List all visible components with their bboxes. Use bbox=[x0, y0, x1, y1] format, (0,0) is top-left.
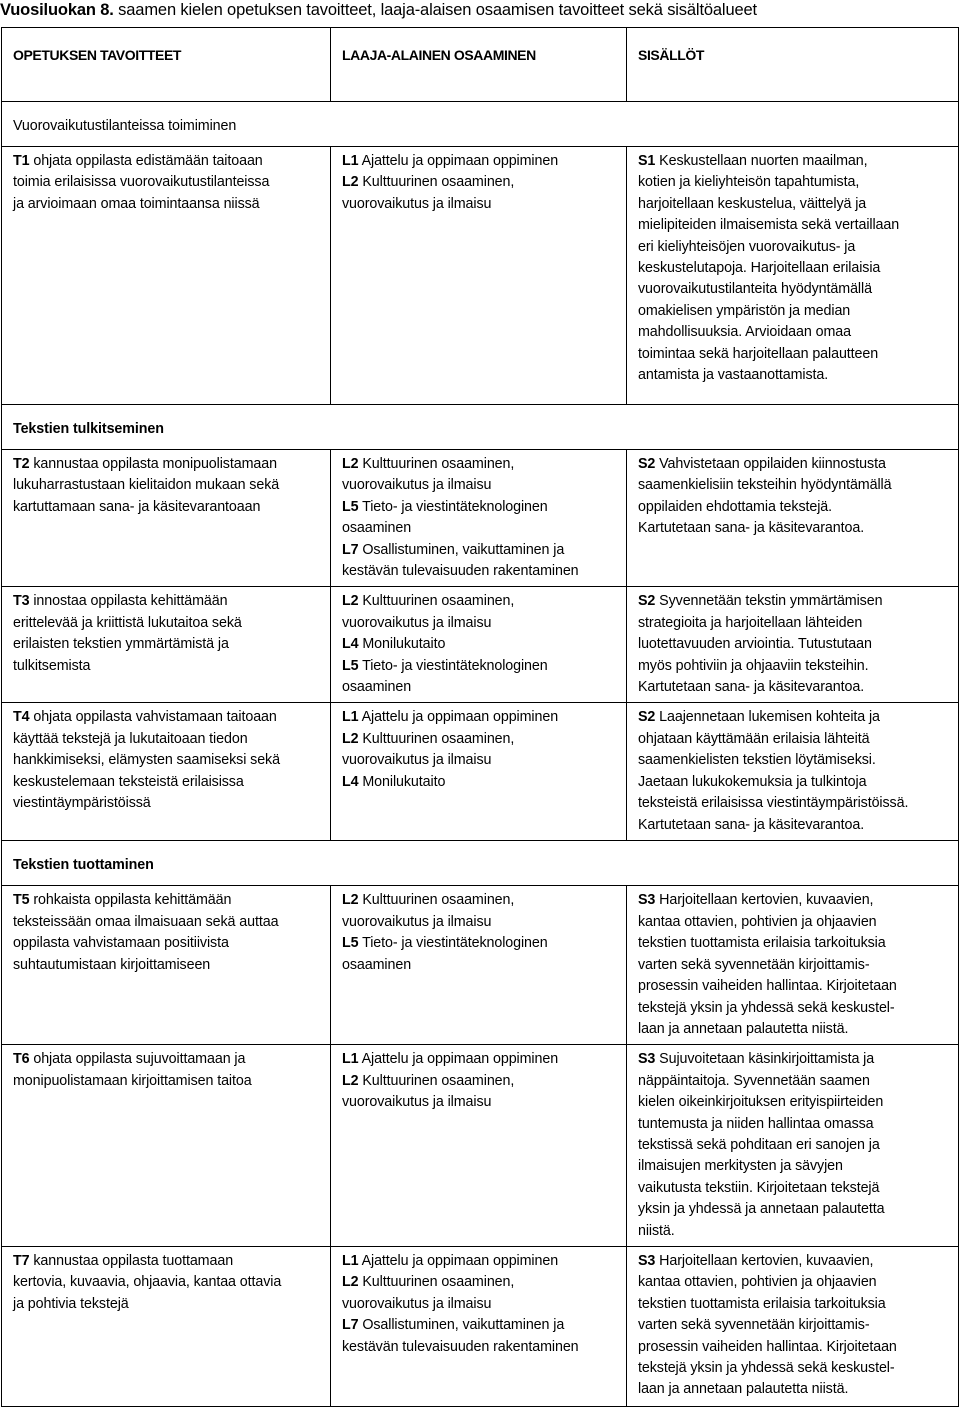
line-text: vuorovaikutus ja ilmaisu bbox=[342, 614, 492, 631]
line-text: rohkaista oppilasta kehittämään bbox=[29, 892, 232, 909]
line-code: T5 bbox=[13, 892, 30, 909]
table-row bbox=[2, 1246, 959, 1406]
line-text: Harjoitellaan kertovien, kuvaavien, bbox=[655, 892, 874, 909]
line-text: kantaa ottavien, pohtivien ja ohjaavien bbox=[638, 913, 877, 930]
line-code: L2 bbox=[342, 593, 359, 610]
cell-line bbox=[13, 194, 322, 215]
line-text: tekstien tuottamista erilaisia tarkoituksia bbox=[638, 935, 886, 952]
table-row bbox=[2, 703, 959, 841]
competence-cell bbox=[331, 1045, 627, 1247]
cell-line bbox=[13, 750, 322, 771]
line-code: L2 bbox=[342, 730, 359, 747]
cell-line bbox=[342, 772, 618, 793]
cell-line bbox=[342, 955, 618, 976]
section-title-text: Vuorovaikutustilanteissa toimiminen bbox=[13, 118, 237, 134]
line-text: Laajennetaan lukemisen kohteita ja bbox=[655, 709, 880, 726]
cell-line bbox=[13, 591, 322, 612]
line-code: L2 bbox=[342, 892, 359, 909]
line-text: oppilasta vahvistamaan positiivista bbox=[13, 935, 229, 952]
cell-line bbox=[638, 815, 950, 836]
line-text: harjoitellaan keskustelua, väittelyä ja bbox=[638, 195, 867, 212]
line-text: prosessin vaiheiden hallintaa. Kirjoitetaan bbox=[638, 978, 897, 995]
line-text: erilaisten tekstien ymmärtämistä ja bbox=[13, 636, 229, 653]
line-text: toimia erilaisissa vuorovaikutustilanteissa bbox=[13, 174, 270, 191]
line-text: antamista ja vastaanottamista. bbox=[638, 367, 829, 384]
cell-line bbox=[638, 976, 950, 997]
line-code: L4 bbox=[342, 773, 359, 790]
cell-line bbox=[638, 454, 950, 475]
cell-line bbox=[342, 1251, 618, 1272]
cell-line bbox=[13, 729, 322, 750]
line-code: S2 bbox=[638, 593, 656, 610]
line-text: Ajattelu ja oppimaan oppiminen bbox=[358, 709, 559, 726]
line-code: L7 bbox=[342, 541, 359, 558]
cell-line bbox=[13, 172, 322, 193]
section-row bbox=[2, 102, 959, 147]
cell-line bbox=[638, 1251, 950, 1272]
line-code: L7 bbox=[342, 1317, 359, 1334]
line-text: Syvennetään tekstin ymmärtämisen bbox=[655, 593, 883, 610]
line-text: Vahvistetaan oppilaiden kiinnostusta bbox=[655, 456, 886, 472]
cell-line bbox=[638, 933, 950, 954]
cell-line bbox=[638, 912, 950, 933]
line-text: prosessin vaiheiden hallintaa. Kirjoitetaan bbox=[638, 1338, 897, 1355]
cell-line bbox=[638, 955, 950, 976]
cell-line bbox=[13, 772, 322, 793]
cell-line bbox=[638, 656, 950, 677]
line-text: teksteissään omaa ilmaisuaan sekä auttaa bbox=[13, 913, 279, 930]
cell-line bbox=[342, 1315, 618, 1336]
line-code: L2 bbox=[342, 174, 359, 191]
content-cell bbox=[627, 450, 959, 587]
cell-line bbox=[13, 955, 322, 976]
line-text: kestävän tulevaisuuden rakentaminen bbox=[342, 1338, 579, 1355]
table-row bbox=[2, 886, 959, 1045]
line-text: kielen oikeinkirjoituksen erityispiirteiden bbox=[638, 1094, 884, 1111]
cell-line bbox=[638, 1114, 950, 1135]
cell-line bbox=[342, 1272, 618, 1293]
cell-line bbox=[638, 279, 950, 300]
cell-line bbox=[638, 634, 950, 655]
line-text: vuorovaikutus ja ilmaisu bbox=[342, 477, 492, 494]
line-text: laan ja annetaan palautetta niistä. bbox=[638, 1381, 849, 1398]
line-text: ja arvioimaan omaa toimintaansa niissä bbox=[13, 195, 260, 212]
cell-line bbox=[638, 518, 950, 539]
line-text: Monilukutaito bbox=[358, 773, 446, 790]
line-text: osaaminen bbox=[342, 956, 412, 973]
line-text: ohjata oppilasta edistämään taitoaan bbox=[29, 153, 263, 169]
line-text: luotettavuuden arviointia. Tutustutaan bbox=[638, 636, 872, 653]
line-text: Kulttuurinen osaaminen, bbox=[358, 1274, 515, 1291]
cell-line bbox=[342, 750, 618, 771]
line-text: keskustelutapoja. Harjoitellaan erilaisia bbox=[638, 260, 881, 277]
cell-line bbox=[342, 151, 618, 172]
cell-line bbox=[13, 151, 322, 172]
cell-line bbox=[638, 1199, 950, 1220]
cell-line bbox=[13, 1294, 322, 1315]
line-text: osaaminen bbox=[342, 679, 412, 696]
line-text: varten sekä syvennetään kirjoittamis- bbox=[638, 1317, 870, 1334]
line-text: hankkimiseksi, elämysten saamiseksi sekä bbox=[13, 752, 280, 769]
line-text: kotien ja kieliyhteisön tapahtumista, bbox=[638, 174, 860, 191]
line-text: toimintaa sekä harjoitellaan palautteen bbox=[638, 345, 879, 362]
content-cell bbox=[627, 703, 959, 841]
cell-line bbox=[342, 613, 618, 634]
line-text: Tieto- ja viestintäteknologinen bbox=[358, 935, 548, 952]
line-text: Kulttuurinen osaaminen, bbox=[358, 730, 515, 747]
line-code: S2 bbox=[638, 456, 656, 472]
section-row bbox=[2, 841, 959, 886]
line-text: Keskustellaan nuorten maailman, bbox=[655, 153, 868, 169]
line-text: Monilukutaito bbox=[358, 636, 446, 653]
line-text: myös pohtiviin ja ohjaaviin teksteihin. bbox=[638, 657, 869, 674]
line-text: Kulttuurinen osaaminen, bbox=[358, 892, 515, 909]
line-code: T7 bbox=[13, 1252, 30, 1269]
cell-line bbox=[13, 497, 322, 518]
line-code: L4 bbox=[342, 636, 359, 653]
cell-line bbox=[342, 1049, 618, 1070]
line-text: Kulttuurinen osaaminen, bbox=[358, 1072, 515, 1089]
cell-line bbox=[638, 1294, 950, 1315]
cell-line bbox=[638, 729, 950, 750]
content-cell bbox=[627, 1045, 959, 1247]
line-text: tekstien tuottamista erilaisia tarkoituksia bbox=[638, 1295, 886, 1312]
line-code: T1 bbox=[13, 153, 30, 169]
cell-line bbox=[342, 729, 618, 750]
table-row bbox=[2, 450, 959, 587]
cell-line bbox=[13, 890, 322, 911]
cell-line bbox=[638, 194, 950, 215]
line-code: L2 bbox=[342, 1274, 359, 1291]
line-text: lukuharrastustaan kielitaidon mukaan sekä bbox=[13, 477, 280, 494]
line-text: viestintäympäristöissä bbox=[13, 795, 151, 812]
line-text: Osallistuminen, vaikuttaminen ja bbox=[358, 541, 565, 558]
cell-line bbox=[638, 998, 950, 1019]
line-text: kestävän tulevaisuuden rakentaminen bbox=[342, 563, 579, 580]
line-text: saamenkielisten tekstien löytämiseksi. bbox=[638, 752, 876, 769]
line-text: mielipiteiden ilmaisemista sekä vertaillaan bbox=[638, 217, 900, 234]
line-text: niistä. bbox=[638, 1222, 675, 1239]
goal-cell bbox=[2, 587, 331, 703]
line-text: eri kieliyhteisöjen vuorovaikutus- ja bbox=[638, 238, 856, 255]
header-contents: SISÄLLÖT bbox=[627, 28, 959, 102]
line-code: T4 bbox=[13, 709, 30, 726]
line-text: ilmaisujen merkitysten ja sävyjen bbox=[638, 1158, 843, 1175]
line-text: Ajattelu ja oppimaan oppiminen bbox=[358, 1051, 559, 1068]
cell-line bbox=[638, 1049, 950, 1070]
cell-line bbox=[638, 237, 950, 258]
line-text: teksteistä erilaisissa viestintäympäristöissä. bbox=[638, 795, 909, 812]
cell-line bbox=[638, 1071, 950, 1092]
cell-line bbox=[13, 1049, 322, 1070]
cell-line bbox=[342, 890, 618, 911]
cell-line bbox=[13, 656, 322, 677]
line-text: innostaa oppilasta kehittämään bbox=[29, 593, 228, 610]
cell-line bbox=[13, 793, 322, 814]
line-text: Kulttuurinen osaaminen, bbox=[358, 174, 515, 191]
line-text: keskustelemaan teksteistä erilaisissa bbox=[13, 773, 244, 790]
section-row bbox=[2, 405, 959, 450]
line-code: L1 bbox=[342, 709, 359, 726]
line-code: S3 bbox=[638, 892, 656, 909]
cell-line bbox=[342, 518, 618, 539]
line-text: suhtautumistaan kirjoittamiseen bbox=[13, 956, 211, 973]
cell-line bbox=[638, 1178, 950, 1199]
line-text: Harjoitellaan kertovien, kuvaavien, bbox=[655, 1252, 874, 1269]
cell-line bbox=[638, 613, 950, 634]
cell-line bbox=[13, 1272, 322, 1293]
line-text: Tieto- ja viestintäteknologinen bbox=[358, 498, 548, 515]
line-text: ohjata oppilasta vahvistamaan taitoaan bbox=[29, 709, 277, 726]
line-text: vuorovaikutus ja ilmaisu bbox=[342, 1295, 492, 1312]
line-text: omakielisen ympäristön ja median bbox=[638, 302, 851, 319]
line-text: varten sekä syvennetään kirjoittamis- bbox=[638, 956, 870, 973]
cell-line bbox=[638, 1092, 950, 1113]
content-cell bbox=[627, 587, 959, 703]
cell-line bbox=[342, 656, 618, 677]
line-text: ja pohtivia tekstejä bbox=[13, 1295, 129, 1312]
cell-line bbox=[342, 634, 618, 655]
cell-line bbox=[638, 1156, 950, 1177]
line-text: näppäintaitoja. Syvennetään saamen bbox=[638, 1072, 870, 1089]
cell-line bbox=[13, 707, 322, 728]
page-title-rest: saamen kielen opetuksen tavoitteet, laaja-alaisen osaamisen tavoitteet sekä sisältöalueet bbox=[113, 1, 757, 19]
line-text: vuorovaikutus ja ilmaisu bbox=[342, 752, 492, 769]
cell-line bbox=[342, 1294, 618, 1315]
goal-cell bbox=[2, 1246, 331, 1406]
line-code: S2 bbox=[638, 709, 656, 726]
table-row bbox=[2, 147, 959, 405]
cell-line bbox=[13, 475, 322, 496]
line-code: S3 bbox=[638, 1051, 656, 1068]
cell-line bbox=[638, 322, 950, 343]
line-text: Kartutetaan sana- ja käsitevarantoa. bbox=[638, 816, 865, 833]
cell-line bbox=[342, 707, 618, 728]
cell-line bbox=[13, 454, 322, 475]
content-cell bbox=[627, 147, 959, 405]
page-title bbox=[0, 0, 960, 26]
line-text: oppilaiden ehdottamia tekstejä. bbox=[638, 498, 833, 515]
cell-line bbox=[638, 365, 950, 386]
line-code: L1 bbox=[342, 1051, 359, 1068]
line-text: ohjata oppilasta sujuvoittamaan ja bbox=[29, 1051, 246, 1068]
line-text: käyttää tekstejä ja lukutaitoaan tiedon bbox=[13, 730, 248, 747]
line-code: T2 bbox=[13, 456, 30, 472]
cell-line bbox=[638, 172, 950, 193]
line-text: Ajattelu ja oppimaan oppiminen bbox=[358, 1252, 559, 1269]
goal-cell bbox=[2, 450, 331, 587]
header-goals: OPETUKSEN TAVOITTEET bbox=[2, 28, 331, 102]
line-text: vuorovaikutustilanteita hyödyntämällä bbox=[638, 281, 872, 298]
competence-cell bbox=[331, 886, 627, 1045]
cell-line bbox=[638, 1019, 950, 1040]
line-text: kertovia, kuvaavia, ohjaavia, kantaa ottavia bbox=[13, 1274, 282, 1291]
cell-line bbox=[342, 194, 618, 215]
header-competence: LAAJA-ALAINEN OSAAMINEN bbox=[331, 28, 627, 102]
line-code: S3 bbox=[638, 1252, 656, 1269]
line-text: mahdollisuuksia. Arvioidaan omaa bbox=[638, 324, 851, 341]
table-row bbox=[2, 1045, 959, 1247]
line-text: tuntemusta ja niiden hallintaa omassa bbox=[638, 1115, 874, 1132]
cell-line bbox=[638, 1135, 950, 1156]
cell-line bbox=[342, 1337, 618, 1358]
line-text: Jaetaan lukukokemuksia ja tulkintoja bbox=[638, 773, 867, 790]
line-text: kantaa ottavien, pohtivien ja ohjaavien bbox=[638, 1274, 877, 1291]
section-title bbox=[2, 405, 959, 450]
cell-line bbox=[342, 454, 618, 475]
competence-cell bbox=[331, 1246, 627, 1406]
line-text: tekstejä yksin ja yhdessä sekä keskustel- bbox=[638, 999, 895, 1016]
cell-line bbox=[638, 258, 950, 279]
header-row bbox=[2, 28, 959, 102]
cell-line bbox=[342, 497, 618, 518]
section-title-text: Tekstien tulkitseminen bbox=[13, 421, 164, 437]
goal-cell bbox=[2, 703, 331, 841]
line-text: kannustaa oppilasta tuottamaan bbox=[29, 1252, 234, 1269]
line-code: L1 bbox=[342, 153, 359, 169]
content-cell bbox=[627, 1246, 959, 1406]
line-text: saamenkielisiin teksteihin hyödyntämällä bbox=[638, 477, 892, 494]
cell-line bbox=[638, 793, 950, 814]
cell-line bbox=[638, 497, 950, 518]
section-title bbox=[2, 102, 959, 147]
cell-line bbox=[342, 933, 618, 954]
cell-line bbox=[342, 172, 618, 193]
cell-line bbox=[13, 613, 322, 634]
cell-line bbox=[638, 750, 950, 771]
competence-cell bbox=[331, 587, 627, 703]
line-code: T6 bbox=[13, 1051, 30, 1068]
line-code: L5 bbox=[342, 498, 359, 515]
competence-cell bbox=[331, 703, 627, 841]
line-text: Kartutetaan sana- ja käsitevarantoa. bbox=[638, 679, 865, 696]
goal-cell bbox=[2, 1045, 331, 1247]
line-text: vaikutusta tekstiin. Kirjoitetaan tekstejä bbox=[638, 1179, 880, 1196]
cell-line bbox=[13, 912, 322, 933]
line-text: kartuttamaan sana- ja käsitevarantoaan bbox=[13, 498, 261, 515]
line-code: L2 bbox=[342, 1072, 359, 1089]
line-text: Osallistuminen, vaikuttaminen ja bbox=[358, 1317, 565, 1334]
page-title-bold: Vuosiluokan 8. bbox=[0, 1, 114, 19]
line-text: tulkitsemista bbox=[13, 657, 91, 674]
table-row bbox=[2, 587, 959, 703]
cell-line bbox=[13, 1251, 322, 1272]
cell-line bbox=[13, 1071, 322, 1092]
line-text: erittelevää ja kriittistä lukutaitoa sekä bbox=[13, 614, 242, 631]
line-text: Kartutetaan sana- ja käsitevarantoa. bbox=[638, 520, 865, 537]
line-code: L2 bbox=[342, 456, 359, 472]
line-text: Tieto- ja viestintäteknologinen bbox=[358, 657, 548, 674]
line-text: tekstejä yksin ja yhdessä sekä keskustel- bbox=[638, 1360, 895, 1376]
cell-line bbox=[638, 1221, 950, 1242]
content-cell bbox=[627, 886, 959, 1045]
cell-line bbox=[342, 540, 618, 561]
cell-line bbox=[13, 634, 322, 655]
line-text: Kulttuurinen osaaminen, bbox=[358, 593, 515, 610]
line-text: vuorovaikutus ja ilmaisu bbox=[342, 913, 492, 930]
line-text: kannustaa oppilasta monipuolistamaan bbox=[29, 456, 277, 472]
cell-line bbox=[342, 1092, 618, 1113]
line-text: vuorovaikutus ja ilmaisu bbox=[342, 1094, 492, 1111]
cell-line bbox=[342, 561, 618, 582]
line-code: L5 bbox=[342, 935, 359, 952]
cell-line bbox=[638, 677, 950, 698]
line-text: Sujuvoitetaan käsinkirjoittamista ja bbox=[655, 1051, 875, 1068]
cell-line bbox=[638, 591, 950, 612]
cell-line bbox=[638, 344, 950, 365]
competence-cell bbox=[331, 450, 627, 587]
line-code: T3 bbox=[13, 593, 30, 610]
cell-line bbox=[638, 475, 950, 496]
line-text: osaaminen bbox=[342, 520, 412, 537]
line-text: tekstissä sekä pohditaan eri sanojen ja bbox=[638, 1136, 880, 1153]
line-text: laan ja annetaan palautetta niistä. bbox=[638, 1020, 849, 1037]
cell-line bbox=[638, 707, 950, 728]
cell-line bbox=[638, 772, 950, 793]
line-code: L5 bbox=[342, 657, 359, 674]
cell-line bbox=[638, 1358, 950, 1379]
goal-cell bbox=[2, 147, 331, 405]
section-title bbox=[2, 841, 959, 886]
cell-line bbox=[638, 1337, 950, 1358]
line-text: vuorovaikutus ja ilmaisu bbox=[342, 195, 492, 212]
cell-line bbox=[638, 1379, 950, 1400]
cell-line bbox=[638, 301, 950, 322]
line-text: yksin ja yhdessä ja annetaan palautetta bbox=[638, 1201, 885, 1218]
line-code: S1 bbox=[638, 153, 656, 169]
cell-line bbox=[638, 151, 950, 172]
cell-line bbox=[342, 591, 618, 612]
goal-cell bbox=[2, 886, 331, 1045]
line-text: strategioita ja harjoitellaan lähteiden bbox=[638, 614, 863, 631]
cell-line bbox=[13, 933, 322, 954]
line-text: monipuolistamaan kirjoittamisen taitoa bbox=[13, 1072, 252, 1089]
competence-cell bbox=[331, 147, 627, 405]
cell-line bbox=[638, 1272, 950, 1293]
cell-line bbox=[342, 1071, 618, 1092]
line-code: L1 bbox=[342, 1252, 359, 1269]
line-text: ohjataan käyttämään erilaisia lähteitä bbox=[638, 730, 870, 747]
curriculum-table bbox=[1, 27, 959, 1407]
cell-line bbox=[342, 912, 618, 933]
cell-line bbox=[638, 890, 950, 911]
line-text: Ajattelu ja oppimaan oppiminen bbox=[358, 153, 559, 169]
section-title-text: Tekstien tuottaminen bbox=[13, 857, 154, 874]
cell-line bbox=[342, 475, 618, 496]
cell-line bbox=[638, 1315, 950, 1336]
cell-line bbox=[638, 215, 950, 236]
cell-line bbox=[342, 677, 618, 698]
line-text: Kulttuurinen osaaminen, bbox=[358, 456, 515, 472]
